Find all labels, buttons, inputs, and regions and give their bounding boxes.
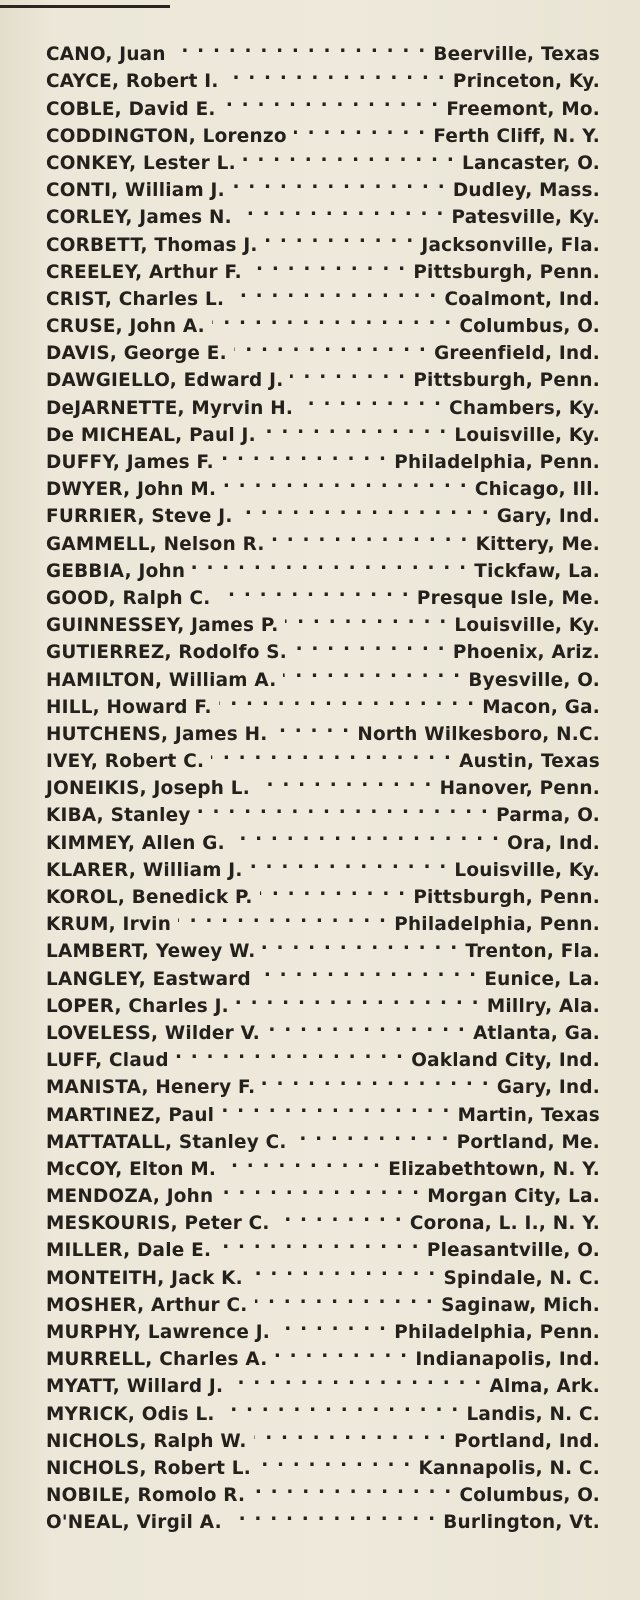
member-hometown: Austin, Texas [459,751,600,773]
top-rule [0,5,170,8]
member-hometown: Columbus, O. [459,1485,600,1507]
dot-leader [178,903,387,930]
member-name: MESKOURIS, Peter C. [46,1213,270,1235]
member-hometown: Pittsburgh, Penn. [413,261,600,283]
member-hometown: Saginaw, Mich. [441,1294,600,1316]
member-hometown: Lancaster, O. [462,152,600,174]
dot-leader [255,1284,435,1311]
member-name: CAYCE, Robert I. [46,71,219,93]
member-hometown: Morgan City, La. [427,1186,600,1208]
dot-leader [260,876,407,903]
dot-leader [294,631,446,658]
member-hometown: Macon, Ga. [482,696,600,718]
member-hometown: Philadelphia, Penn. [394,1322,600,1343]
dot-leader [274,1338,408,1365]
member-name: DAWGIELLO, Edward J. [46,370,284,392]
dot-leader [176,1039,404,1066]
dot-leader [232,169,446,196]
member-name: HILL, Howard F. [46,696,212,718]
dot-leader [300,386,442,413]
dot-leader [223,468,468,495]
dot-leader [218,1229,420,1256]
member-hometown: Pittsburgh, Penn. [413,370,600,392]
member-name: LOPER, Charles J. [46,995,229,1017]
dot-leader [258,957,477,984]
member-hometown: Columbus, O. [459,316,600,338]
dot-leader [243,142,455,169]
member-name: NOBILE, Romolo R. [46,1485,246,1507]
member-name: GUTIERREZ, Rodolfo S. [46,642,288,664]
member-name: DeJARNETTE, Myrvin H. [46,397,294,419]
member-name: MURRELL, Charles A. [46,1349,268,1371]
member-name: IVEY, Robert C. [46,751,205,773]
dot-leader [254,1420,447,1447]
member-name: GAMMELL, Nelson R. [46,533,265,555]
member-hometown: Pittsburgh, Penn. [413,887,600,908]
dot-leader [231,278,437,305]
dot-leader [222,1392,460,1419]
member-hometown: Gary, Ind. [496,1077,600,1099]
member-name: NICHOLS, Ralph W. [46,1430,247,1452]
member-name: CANO, Juan [46,44,166,66]
dot-leader [219,686,476,713]
dot-leader [257,767,433,794]
dot-leader [211,740,452,767]
member-name: KOROL, Benedick P. [46,887,253,908]
member-name: MENDOZA, John [46,1186,214,1208]
member-hometown: Coalmont, Ind. [444,288,600,310]
member-hometown: Freemont, Mo. [446,98,600,120]
dot-leader [240,495,490,522]
dot-leader [265,223,415,250]
dot-leader [226,60,446,87]
member-name: De MICHEAL, Paul J. [46,424,256,446]
member-hometown: Burlington, Vt. [443,1512,600,1534]
dot-leader [212,305,453,332]
dot-leader [223,1148,381,1175]
dot-leader [250,1256,437,1283]
member-hometown: Martin, Texas [457,1104,600,1126]
dot-leader [290,359,406,386]
member-name: HUTCHENS, James H. [46,723,268,745]
member-hometown: Pleasantville, O. [426,1240,600,1262]
member-hometown: Dudley, Mass. [452,180,600,202]
member-name: KIBA, Stanley [46,805,191,827]
dot-leader [294,1121,450,1148]
member-name: GEBBIA, John [46,560,186,582]
member-name: CONKEY, Lester L. [46,152,236,174]
member-hometown: Presque Isle, Me. [416,587,600,609]
member-name: LAMBERT, Yewey W. [46,941,256,963]
dot-leader [173,33,427,60]
member-name: DAVIS, George E. [46,343,227,365]
member-name: COBLE, David E. [46,98,216,120]
member-hometown: Phoenix, Ariz. [452,642,600,664]
member-hometown: Kittery, Me. [475,533,600,555]
dot-leader [198,794,489,821]
dot-leader [234,332,427,359]
dot-leader [277,1311,387,1338]
member-name: CONTI, William J. [46,180,225,202]
dot-leader [230,1365,482,1392]
member-hometown: Patesville, Ky. [451,207,600,229]
member-hometown: Portland, Me. [456,1131,600,1153]
dot-leader [262,930,458,957]
member-name: MYRICK, Odis L. [46,1403,215,1425]
member-hometown: Oakland City, Ind. [411,1050,600,1072]
member-name: CRIST, Charles L. [46,288,225,310]
member-name: CODDINGTON, Lorenzo [46,125,287,147]
member-hometown: Indianapolis, Ind. [415,1349,600,1371]
member-hometown: Atlanta, Ga. [473,1022,600,1044]
member-name: MANISTA, Henery F. [46,1077,256,1099]
member-name: MATTATALL, Stanley C. [46,1131,287,1153]
member-hometown: Eunice, La. [484,968,600,990]
member-hometown: Ferth Cliff, N. Y. [433,125,600,147]
member-name: KIMMEY, Allen G. [46,832,225,854]
dot-leader [283,658,461,685]
member-hometown: Landis, N. C. [466,1403,600,1425]
member-hometown: Tickfaw, La. [474,560,600,582]
member-name: MYATT, Willard J. [46,1376,224,1398]
dot-leader [223,87,440,114]
member-hometown: North Wilkesboro, N.C. [357,723,600,745]
dot-leader [274,713,350,740]
dot-leader [252,1474,452,1501]
member-hometown: Philadelphia, Penn. [394,914,600,936]
member-name: GOOD, Ralph C. [46,587,211,609]
member-name: HAMILTON, William A. [46,669,277,691]
member-hometown: Gary, Ind. [496,506,600,528]
dot-leader [263,414,448,441]
roster-list [46,33,600,1534]
member-name: LUFF, Claud [46,1050,169,1072]
member-hometown: Greenfield, Ind. [434,343,600,365]
member-hometown: Parma, O. [496,805,600,827]
roster-entry [46,33,600,66]
member-name: KRUM, Irvin [46,914,172,936]
dot-leader [236,985,480,1012]
member-hometown: Spindale, N. C. [443,1267,600,1289]
dot-leader [192,550,467,577]
member-hometown: Jacksonville, Fla. [421,234,600,256]
member-hometown: Corona, L. I., N. Y. [409,1213,600,1235]
dot-leader [250,849,448,876]
member-name: KLARER, William J. [46,859,243,881]
member-hometown: Byesville, O. [468,669,600,691]
dot-leader [272,522,469,549]
member-name: DWYER, John M. [46,479,217,501]
member-name: McCOY, Elton M. [46,1158,217,1180]
dot-leader [277,1202,403,1229]
member-name: NICHOLS, Robert L. [46,1457,252,1479]
member-name: O'NEAL, Virgil A. [46,1512,222,1534]
member-hometown: Millry, Ala. [486,995,600,1017]
dot-leader [267,1012,466,1039]
dot-leader [258,1447,411,1474]
dot-leader [294,115,427,142]
member-name: MOSHER, Arthur C. [46,1294,248,1316]
member-hometown: Hanover, Penn. [439,778,600,800]
member-name: GUINNESSEY, James P. [46,615,279,637]
dot-leader [285,604,447,631]
member-name: CREELEY, Arthur F. [46,261,242,283]
member-name: CORLEY, James N. [46,207,232,229]
member-name: DUFFY, James F. [46,452,214,473]
dot-leader [220,1175,420,1202]
member-name: MURPHY, Lawrence J. [46,1322,271,1343]
member-name: LOVELESS, Wilder V. [46,1022,260,1044]
dot-leader [239,196,445,223]
member-hometown: Princeton, Ky. [452,71,600,93]
member-hometown: Beerville, Texas [433,44,600,66]
member-hometown: Louisville, Ky. [454,615,600,637]
dot-leader [249,251,407,278]
member-hometown: Ora, Ind. [507,832,600,854]
member-name: MILLER, Dale E. [46,1240,212,1262]
member-name: MONTEITH, Jack K. [46,1267,243,1289]
member-hometown: Chicago, Ill. [474,479,600,501]
member-hometown: Kannapolis, N. C. [418,1457,600,1479]
member-hometown: Chambers, Ky. [449,397,600,419]
dot-leader [229,1501,436,1528]
member-hometown: Trenton, Fla. [465,941,600,963]
member-name: JONEIKIS, Joseph L. [46,778,251,800]
member-hometown: Philadelphia, Penn. [394,452,600,473]
member-name: MARTINEZ, Paul [46,1104,215,1126]
dot-leader [221,441,387,468]
dot-leader [262,1066,490,1093]
dot-leader [218,577,410,604]
member-hometown: Louisville, Ky. [454,424,600,446]
member-name: CRUSE, John A. [46,316,205,338]
member-hometown: Louisville, Ky. [454,859,600,881]
member-name: LANGLEY, Eastward [46,968,251,990]
dot-leader [221,1093,450,1120]
member-hometown: Elizabethtown, N. Y. [388,1158,600,1180]
member-hometown: Portland, Ind. [454,1430,600,1452]
member-name: CORBETT, Thomas J. [46,234,258,256]
dot-leader [232,821,500,848]
member-name: FURRIER, Steve J. [46,506,233,528]
member-hometown: Alma, Ark. [489,1376,600,1398]
